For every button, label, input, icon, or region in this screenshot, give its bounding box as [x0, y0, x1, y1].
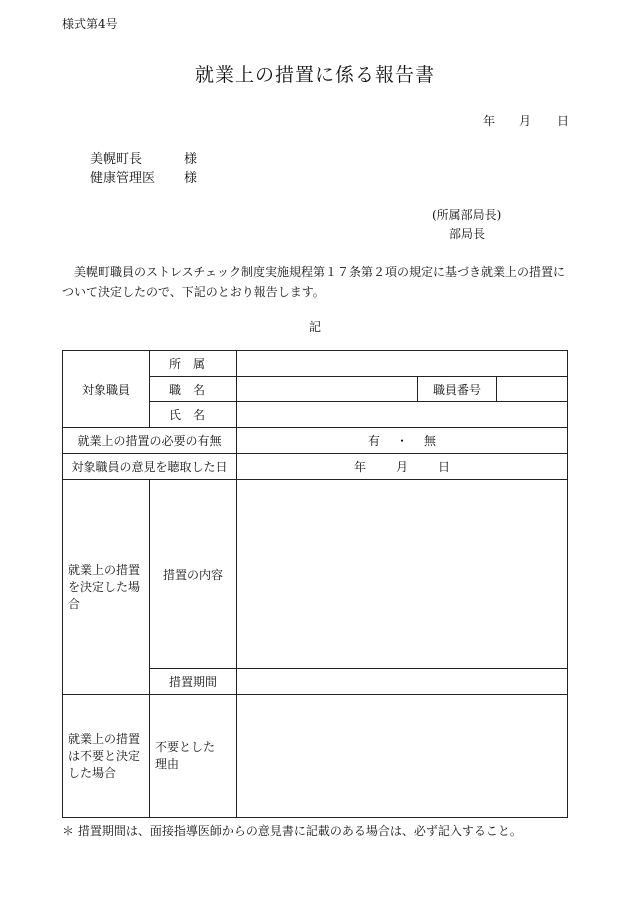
measure-content-label: 措置の内容	[162, 567, 223, 582]
hearing-year: 年	[353, 460, 366, 474]
name-field[interactable]	[237, 402, 567, 427]
not-needed-case-label: 就業上の措置は不要と決定した場合	[68, 731, 141, 780]
yes-option[interactable]: 有	[367, 434, 380, 448]
measure-needed-label: 就業上の措置の必要の有無	[77, 434, 222, 448]
footnote: ＊ 措置期間は、面接指導医師からの意見書に記載のある場合は、必ず記入すること。	[62, 824, 522, 838]
sender-role: 部局長	[449, 227, 486, 241]
hearing-day: 日	[438, 460, 451, 474]
reason-label: 不要とした理由	[155, 740, 216, 771]
no-option[interactable]: 無	[424, 434, 437, 448]
decided-case-label: 就業上の措置を決定した場合	[68, 562, 141, 611]
hearing-date-field[interactable]	[237, 454, 567, 479]
sender-affiliation: (所属部局長)	[432, 208, 502, 222]
date-day: 日	[557, 114, 570, 128]
reason-field[interactable]	[237, 695, 567, 817]
position-field[interactable]	[237, 377, 417, 401]
measure-needed-choice[interactable]	[237, 428, 567, 453]
target-employee-label: 対象職員	[81, 382, 130, 397]
addressee-name: 美幌町長	[90, 152, 143, 167]
employee-number-label: 職員番号	[432, 382, 481, 397]
form-number: 様式第4号	[62, 17, 118, 31]
name-label: 氏名	[168, 408, 217, 422]
measure-period-label: 措置期間	[168, 675, 217, 689]
position-label: 職名	[168, 382, 217, 397]
ki-heading: 記	[308, 320, 321, 334]
body-text: 美幌町職員のストレスチェック制度実施規程第１７条第２項の規定に基づき就業上の措置について決定したので、下記のとおり報告します。	[62, 265, 566, 299]
affiliation-label: 所属	[168, 357, 217, 371]
measure-period-field[interactable]	[237, 669, 567, 694]
date-year: 年	[483, 114, 496, 128]
affiliation-field[interactable]	[237, 351, 567, 376]
measure-content-field[interactable]	[237, 480, 567, 668]
separator-dot: ・	[395, 434, 408, 448]
date-month: 月	[519, 114, 532, 128]
addressee-honorific: 様	[184, 171, 198, 186]
page-title: 就業上の措置に係る報告書	[194, 64, 435, 86]
addressee-honorific: 様	[184, 152, 198, 167]
addressee-name: 健康管理医	[90, 171, 156, 186]
employee-number-field[interactable]	[497, 377, 567, 401]
hearing-date-label: 対象職員の意見を聴取した日	[71, 460, 228, 474]
hearing-month: 月	[395, 460, 408, 474]
